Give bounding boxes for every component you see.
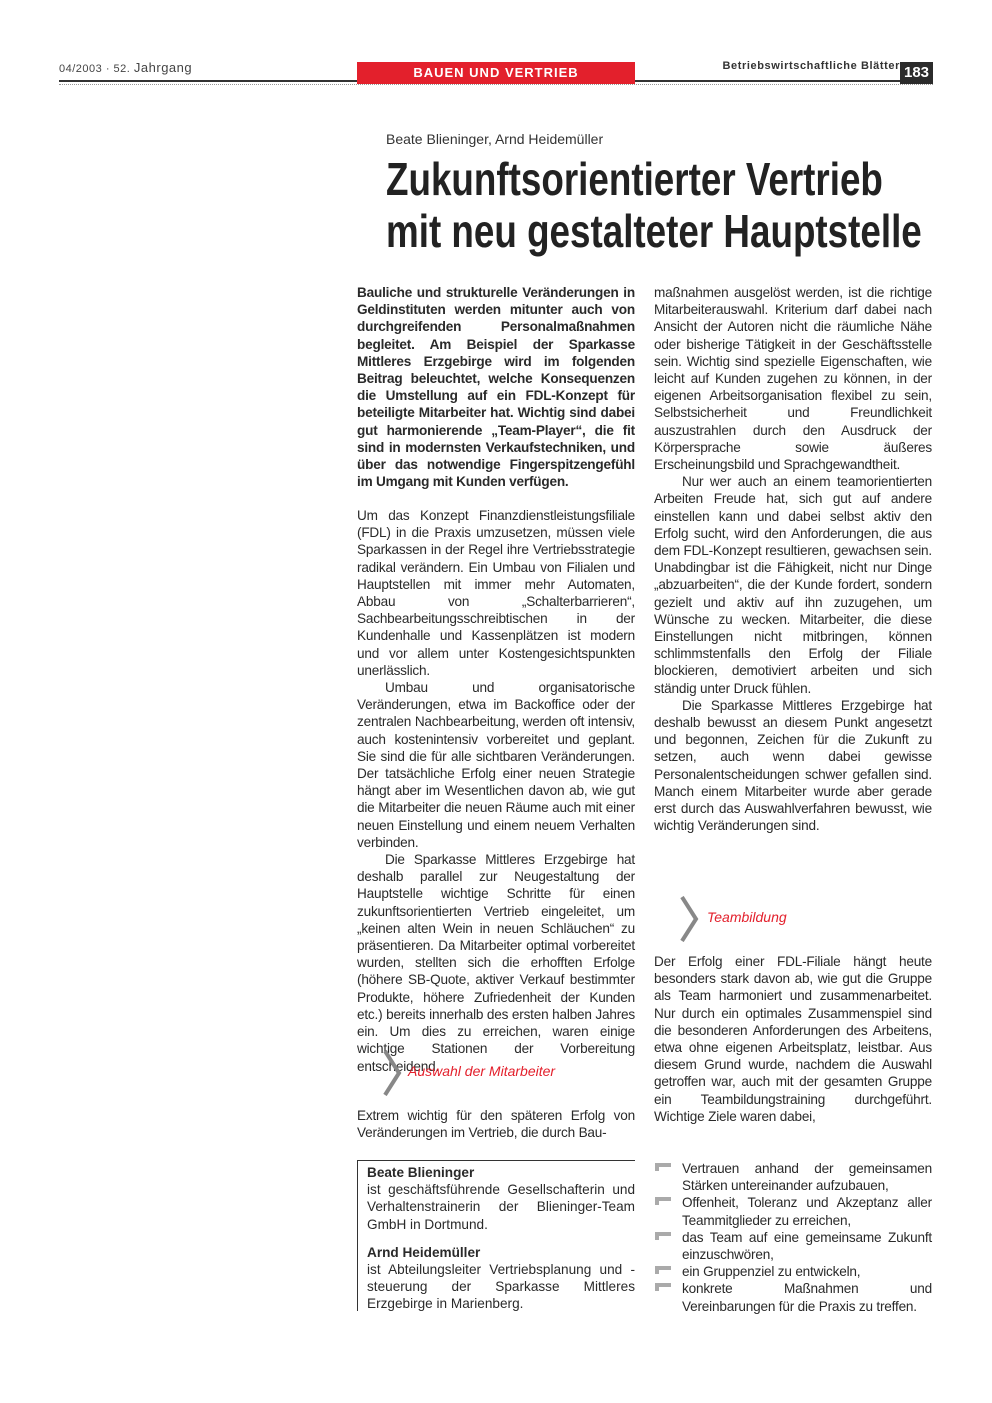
left-column-body — [357, 507, 635, 1075]
bullet-icon — [655, 1283, 671, 1291]
bullet-icon — [655, 1197, 671, 1205]
list-item-text: konkrete Maßnahmen und Vereinbarungen für die Praxis zu treffen. — [682, 1281, 932, 1314]
issue-info — [59, 60, 192, 75]
title-line: Zukunftsorientierter Vertrieb — [386, 153, 883, 205]
list-item — [654, 1280, 932, 1314]
list-item-text: Offenheit, Toleranz und Akzeptanz aller Teammitglieder zu erreichen, — [682, 1195, 932, 1228]
list-item-text: das Team auf eine gemeinsame Zukunft einzuschwören, — [682, 1229, 932, 1263]
paragraph: Umbau und organisatorische Veränderungen, etwa im Backoffice oder der zentralen Nachbearbeitung, werden oft intensiv, auch kostenintensiv vorbereitet und geplant. Sie sind die für alle sichtbaren Veränderungen. Der tatsächliche Erfolg einer neuen Strategie hängt aber im Wesentlichen davon ab, wie gut die Mitarbeiter die neuen Räume auch mit einer neuen Einstellung und einem neuem Verhalten verbinden. — [357, 680, 635, 850]
header-dotted-rule — [59, 84, 933, 85]
bullet-icon — [655, 1266, 671, 1274]
bullet-icon — [655, 1232, 671, 1240]
subheading-teambildung: Teambildung — [707, 909, 787, 925]
right-column-continuation: Der Erfolg einer FDL-Filiale hängt heute besonders stark davon ab, wie gut die Gruppe als Team harmoniert und zusammenarbeitet. Nur durch ein optimales Zusammenspiel sind die besonderen Anforderungen des Arbeitens, etwa ohne eigenen Arbeitsplatz, leistbar. Aus diesem Grund wurde, nachdem die Auswahl getroffen war, auch mit der gesamten Gruppe ein Teambildungstraining durchgeführt. Wichtige Ziele waren dabei, — [654, 954, 932, 1124]
volume: Jahrgang — [133, 60, 193, 75]
subheading-auswahl: Auswahl der Mitarbeiter — [408, 1063, 556, 1079]
bullet-icon — [655, 1163, 671, 1171]
paragraph: Nur wer auch an einem teamorientierten Arbeiten Freude hat, sich gut auf andere einstellen kann und dabei selbst aktiv den Erfolg sucht, wird den Anforderungen, die aus dem FDL-Konzept resultieren, gewachsen sein. Unabdingbar ist die Fähigkeit, nicht nur Dinge „abzuarbeiten“, die der Kunde fordert, sondern gezielt und aktiv auf ihn zuzugehen, um Wünsche zu wecken. Mitarbeiter, die diese Einstellungen nicht mitbringen, können schlimmstenfalls den Erfolg der Filiale blockieren, demotiviert arbeiten und sich ständig unter Druck fühlen. — [654, 474, 932, 696]
list-item — [654, 1229, 932, 1263]
paragraph: maßnahmen ausgelöst werden, ist die richtige Mitarbeiterauswahl. Kriterium darf dabei nach Ansicht der Autoren nicht die räumliche Nähe oder bisherige Tätigkeit in der Geschäftsstelle sein. Wichtig sind spezielle Eigenschaften, wie leicht auf Kunden zugehen zu können, in der eigenen Arbeitsorganisation flexibel zu sein, Selbstsicherheit und Freundlichkeit auszustrahlen durch den Ausdruck der Körpersprache sowie äußeres Erscheinungsbild und Sprachgewandtheit. — [654, 285, 932, 473]
section-label: BAUEN UND VERTRIEB — [357, 62, 635, 84]
page-number: 183 — [900, 62, 933, 84]
abstract: Bauliche und strukturelle Veränderungen in Geldinstituten werden mitunter auch von durchgreifenden Personalmaßnahmen begleitet. Am Beispiel der Sparkasse Mittleres Erzgebirge wird im folgenden Beitrag beleuchtet, welche Konsequenzen die Umstellung auf ein FDL-Konzept für beteiligte Mitarbeiter hat. Wichtig sind dabei gut harmonierende „Team-Player“, die fit sind in modernsten Verkaufstechniken, und über das notwendige Fingerspitzengefühl im Umgang mit Kunden verfügen. — [357, 285, 635, 490]
author-name: Arnd Heidemüller — [367, 1244, 481, 1260]
author-entry — [367, 1244, 635, 1313]
paragraph: Die Sparkasse Mittleres Erzgebirge hat deshalb parallel zur Neugestaltung der Hauptstelle wichtige Schritte für einen zukunftsorientierten Vertrieb eingeleitet, um „keinen alten Wein in neuen Schläuchen“ zu präsentieren. Da Mitarbeiter optimal vorbereitet wurden, stellten sich die erhofften Erfolge (höhere SB-Quote, aktiver Verkauf bestimmter Produkte, höhere Zufriedenheit der Kunden etc.) bereits innerhalb des ersten halben Jahres ein. Um dies zu erreichen, waren einige wichtige Stationen der Vorbereitung entscheidend. — [357, 852, 635, 1074]
paragraph: Die Sparkasse Mittleres Erzgebirge hat deshalb bewusst an diesem Punkt angesetzt und begonnen, Zeichen für die Zukunft zu setzen, auch wenn dabei gewisse Personalentscheidungen schwer gefallen sind. Manch einem Mitarbeiter wurde aber gerade erst durch das Auswahlverfahren bewusst, wie wichtig Veränderungen sind. — [654, 697, 932, 834]
list-item — [654, 1160, 932, 1194]
list-item-text: ein Gruppenziel zu entwickeln, — [682, 1264, 861, 1280]
goals-list — [654, 1160, 932, 1315]
title-line: mit neu gestalteter Hauptstelle — [386, 205, 922, 257]
journal-name: Betriebswirtschaftliche Blätter — [722, 60, 900, 72]
author-box — [357, 1160, 635, 1311]
issue-number: 04/2003 · 52. — [59, 63, 131, 75]
list-item — [654, 1263, 932, 1280]
right-column-body — [654, 284, 932, 835]
author-entry — [367, 1164, 635, 1233]
author-bio: ist Abteilungsleiter Vertriebsplanung und -steuerung der Sparkasse Mittleres Erzgebirge in Marienberg. — [367, 1262, 635, 1312]
author-name: Beate Blieninger — [367, 1165, 475, 1180]
paragraph: Um das Konzept Finanzdienstleistungsfiliale (FDL) in die Praxis umzusetzen, müssen viele Sparkassen in der Regel ihre Vertriebsstrategie radikal verändern. Ein Umbau von Filialen und Hauptstellen mit immer mehr Automaten, Abbau von „Schalterbarrieren“, Sachbearbeitungsschreibtischen in der Kundenhalle und Kassenplätzen ist modern und vor allem unter Kostengesichtspunkten unerlässlich. — [357, 508, 635, 678]
chevron-icon — [383, 1050, 403, 1096]
chevron-icon — [680, 896, 700, 942]
article-title — [386, 153, 922, 257]
left-column-continuation: Extrem wichtig für den späteren Erfolg von Veränderungen im Vertrieb, die durch Bau- — [357, 1108, 635, 1141]
list-item — [654, 1194, 932, 1228]
author-bio: ist geschäftsführende Gesellschafterin und Verhaltenstrainerin der Blieninger-Team GmbH in Dortmund. — [367, 1182, 635, 1232]
article-authors: Beate Blieninger, Arnd Heidemüller — [386, 131, 604, 147]
list-item-text: Vertrauen anhand der gemeinsamen Stärken untereinander aufzubauen, — [682, 1161, 932, 1194]
